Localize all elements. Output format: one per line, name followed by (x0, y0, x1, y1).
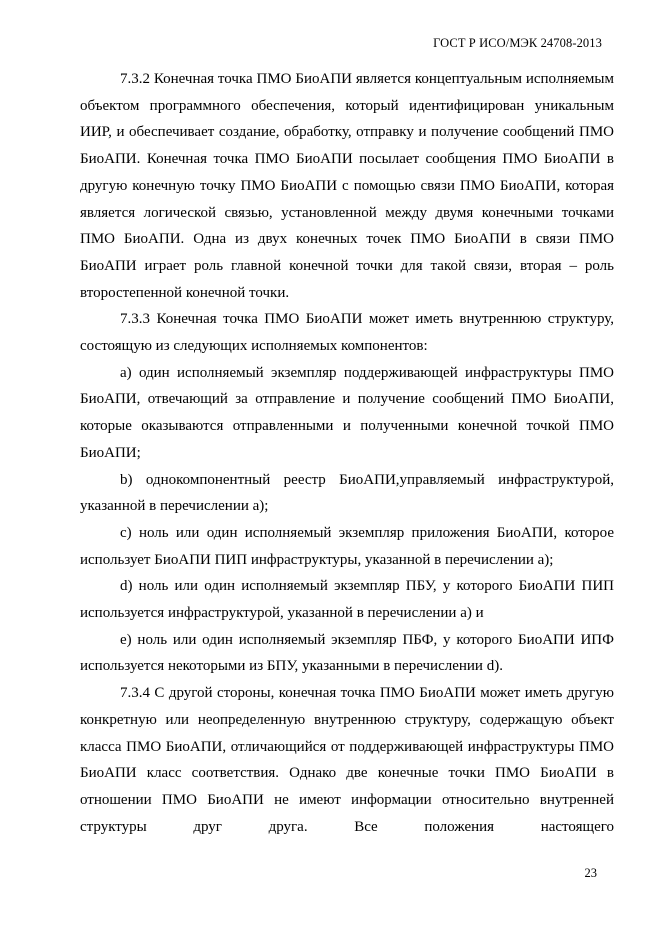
list-item-b: b) однокомпонентный реестр БиоАПИ,управляемый инфраструктурой, указанной в перечислении а); (80, 471, 614, 515)
list-item-e: e) ноль или один исполняемый экземпляр ПБФ, у которого БиоАПИ ИПФ используется некоторыми из БПУ, указанными в перечислении d). (80, 631, 614, 675)
body-text (80, 66, 614, 840)
page-number: 23 (584, 866, 597, 880)
paragraph-7-3-3: 7.3.3 Конечная точка ПМО БиоАПИ может иметь внутреннюю структуру, состоящую из следующих исполняемых компонентов: (80, 311, 614, 355)
list-item-a: a) один исполняемый экземпляр поддерживающей инфраструктуры ПМО БиоАПИ, отвечающий за отправление и получение сообщений ПМО БиоАПИ, которые оказываются отправленными и полученными конечной точкой ПМО БиоАПИ; (80, 364, 614, 461)
standard-header: ГОСТ Р ИСО/МЭК 24708-2013 (433, 36, 602, 50)
paragraph-7-3-4: 7.3.4 С другой стороны, конечная точка ПМО БиоАПИ может иметь другую конкретную или неопределенную внутреннюю структуру, содержащую объект класса ПМО БиоАПИ, отличающийся от поддерживающей инфраструктуры ПМО БиоАПИ класс соответствия. Однако две конечные точки ПМО БиоАПИ в отношении ПМО БиоАПИ не имеют информации относительно внутренней структуры друг друга. Все положения настоящего (80, 685, 614, 835)
list-item-c: c) ноль или один исполняемый экземпляр приложения БиоАПИ, которое использует БиоАПИ ПИП инфраструктуры, указанной в перечислении а); (80, 524, 614, 568)
paragraph-7-3-2: 7.3.2 Конечная точка ПМО БиоАПИ является концептуальным исполняемым объектом программного обеспечения, который идентифицирован уникальным ИИР, и обеспечивает создание, обработку, отправку и получение сообщений ПМО БиоАПИ. Конечная точка ПМО БиоАПИ посылает сообщения ПМО БиоАПИ в другую конечную точку ПМО БиоАПИ с помощью связи ПМО БиоАПИ, которая является логической связью, установленной между двумя конечными точками ПМО БиоАПИ. Одна из двух конечных точек ПМО БиоАПИ в связи ПМО БиоАПИ играет роль главной конечной точки для такой связи, вторая – роль второстепенной конечной точки. (80, 71, 614, 301)
list-item-d: d) ноль или один исполняемый экземпляр ПБУ, у которого БиоАПИ ПИП используется инфраструктурой, указанной в перечислении а) и (80, 578, 614, 622)
